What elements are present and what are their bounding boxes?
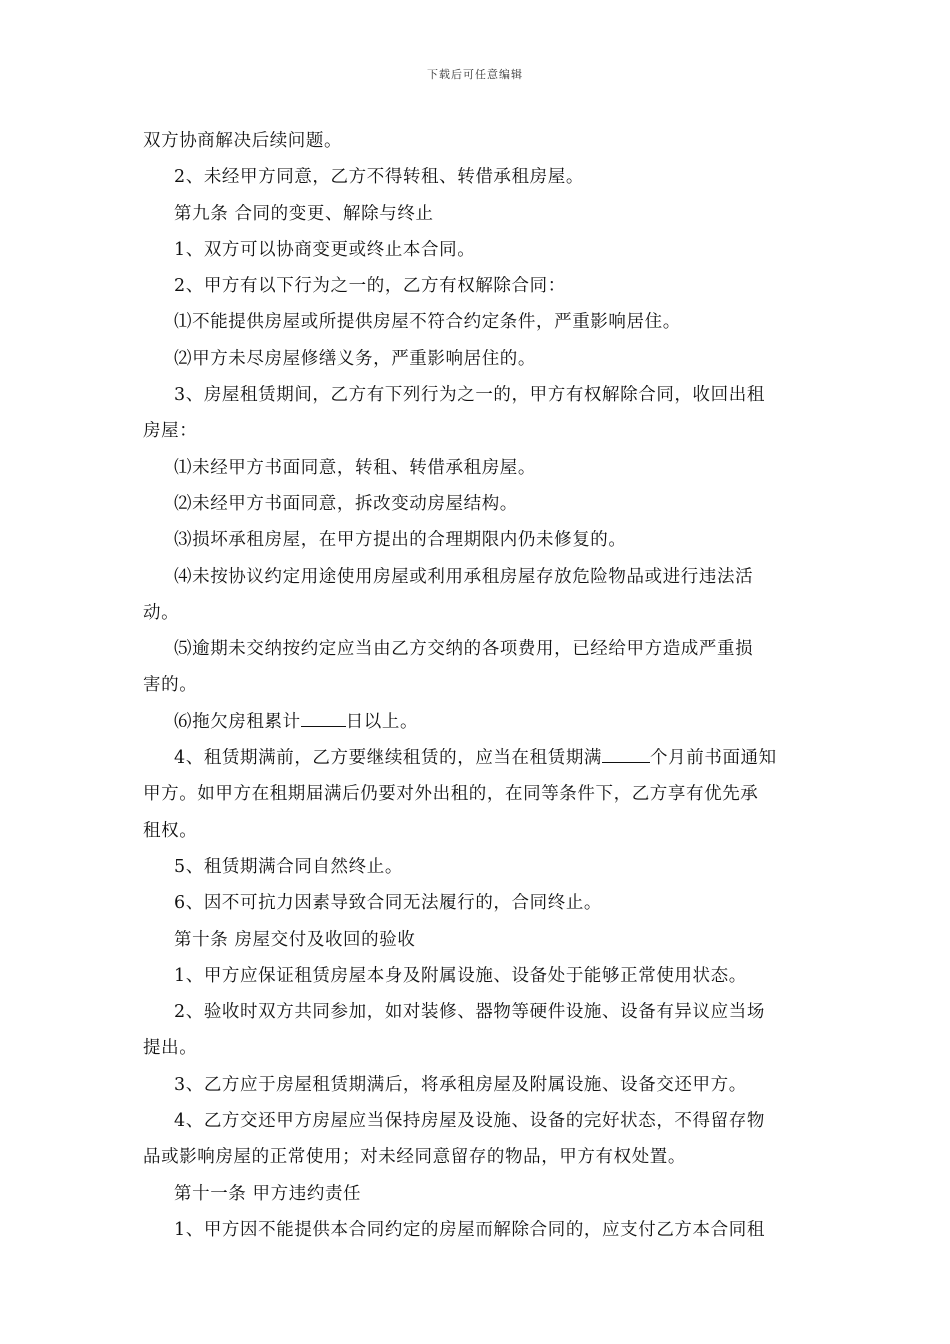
sub-clause-item: ⑴未经甲方书面同意，转租、转借承租房屋。 — [174, 457, 536, 478]
paragraph-continuation: 提出。 — [143, 1038, 198, 1059]
article-heading-9: 第九条 合同的变更、解除与终止 — [174, 203, 434, 224]
clause-item: 1、甲方应保证租赁房屋本身及附属设施、设备处于能够正常使用状态。 — [174, 965, 747, 986]
clause-item: 3、房屋租赁期间，乙方有下列行为之一的，甲方有权解除合同，收回出租 — [174, 385, 765, 406]
sub-clause-item: ⑷未按协议约定用途使用房屋或利用承租房屋存放危险物品或进行违法活 — [174, 566, 754, 587]
clause-item: 2、验收时双方共同参加，如对装修、器物等硬件设施、设备有异议应当场 — [174, 1002, 765, 1023]
clause-item: 5、租赁期满合同自然终止。 — [174, 856, 403, 877]
sub-clause-item-with-blank — [143, 704, 811, 740]
clause-item: 2、未经甲方同意，乙方不得转租、转借承租房屋。 — [174, 167, 584, 188]
contract-body — [143, 123, 811, 1248]
paragraph-continuation: 房屋： — [143, 421, 198, 442]
sub-clause-item: ⑶损坏承租房屋，在甲方提出的合理期限内仍未修复的。 — [174, 530, 627, 551]
sub-clause-item: ⑵未经甲方书面同意，拆改变动房屋结构。 — [174, 493, 518, 514]
clause-text: 个月前书面通知 — [650, 748, 777, 769]
clause-text: ⑹拖欠房租累计 — [174, 711, 301, 732]
sub-clause-item: ⑵甲方未尽房屋修缮义务，严重影响居住的。 — [174, 348, 536, 369]
clause-item: 4、乙方交还甲方房屋应当保持房屋及设施、设备的完好状态，不得留存物 — [174, 1111, 765, 1132]
clause-item: 2、甲方有以下行为之一的，乙方有权解除合同： — [174, 276, 566, 297]
fill-in-blank — [602, 744, 650, 763]
clause-item-with-blank — [143, 740, 811, 776]
clause-item: 6、因不可抗力因素导致合同无法履行的，合同终止。 — [174, 893, 603, 914]
paragraph-continuation: 甲方。如甲方在租期届满后仍要对外出租的，在同等条件下，乙方享有优先承 — [143, 784, 759, 805]
paragraph-continuation: 租权。 — [143, 820, 198, 841]
fill-in-blank — [301, 707, 346, 726]
clause-text: 4、租赁期满前，乙方要继续租赁的，应当在租赁期满 — [174, 748, 603, 769]
sub-clause-item: ⑸逾期未交纳按约定应当由乙方交纳的各项费用，已经给甲方造成严重损 — [174, 639, 754, 660]
paragraph-continuation: 害的。 — [143, 675, 198, 696]
clause-item: 1、甲方因不能提供本合同约定的房屋而解除合同的，应支付乙方本合同租 — [174, 1219, 765, 1240]
paragraph-continuation: 品或影响房屋的正常使用；对未经同意留存的物品，甲方有权处置。 — [143, 1147, 686, 1168]
article-heading-10: 第十条 房屋交付及收回的验收 — [174, 929, 416, 950]
paragraph-continuation: 双方协商解决后续问题。 — [143, 131, 343, 151]
clause-text: 日以上。 — [345, 711, 419, 732]
article-heading-11: 第十一条 甲方违约责任 — [174, 1183, 362, 1204]
clause-item: 1、双方可以协商变更或终止本合同。 — [174, 239, 476, 260]
page-header-note: 下载后可任意编辑 — [427, 68, 523, 81]
sub-clause-item: ⑴不能提供房屋或所提供房屋不符合约定条件，严重影响居住。 — [174, 312, 681, 333]
paragraph-continuation: 动。 — [143, 602, 180, 623]
clause-item: 3、乙方应于房屋租赁期满后，将承租房屋及附属设施、设备交还甲方。 — [174, 1074, 747, 1095]
